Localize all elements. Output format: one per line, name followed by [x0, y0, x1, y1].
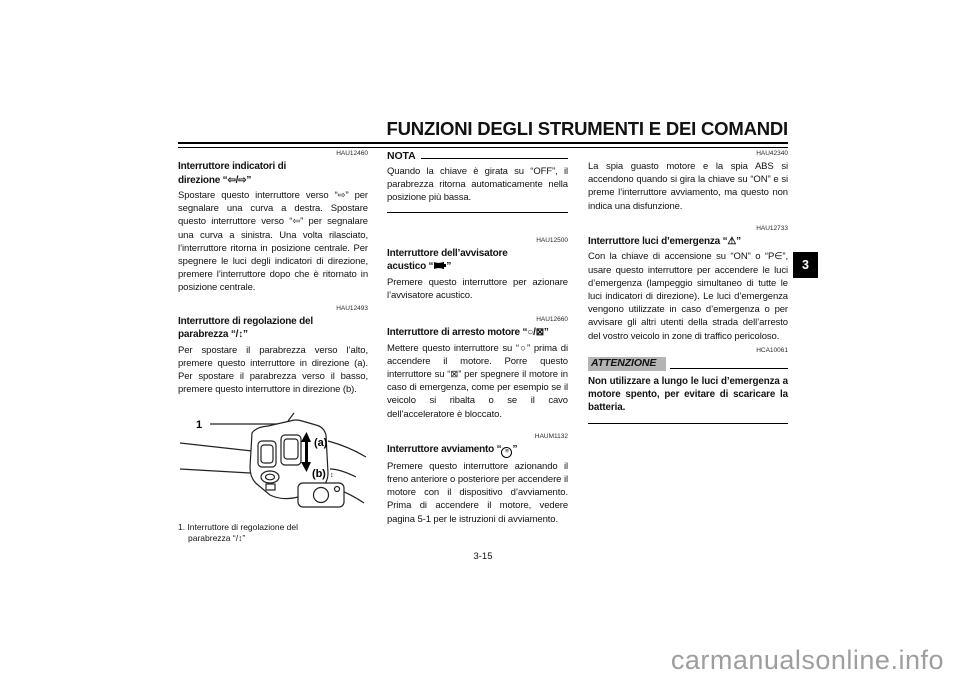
windshield-symbol-icon: ↕ — [330, 472, 334, 480]
section-heading: Interruttore dell’avvisatore acustico “ ” — [387, 247, 508, 273]
handlebar-switch-figure — [178, 411, 368, 544]
nota-block — [387, 150, 568, 213]
attention-badge: ATTENZIONE — [588, 357, 666, 371]
section-heading: Interruttore indicatori di direzione “⇦/⇨” — [178, 161, 287, 186]
section-code: HAUM1132 — [534, 432, 568, 440]
rider-hand-line — [330, 469, 356, 480]
section-code: HAU12460 — [336, 150, 368, 157]
section-code: HAU12733 — [756, 224, 788, 232]
page-number: 3-15 — [473, 551, 493, 562]
handlebar-tube — [180, 443, 252, 451]
nota-rule — [421, 158, 568, 159]
section-windshield-switch — [178, 305, 368, 397]
nota-closing-rule — [387, 212, 568, 213]
section-body: Mettere questo interruttore su “○” prima di accendere il motore. Porre questo interruttore su “⊠” per spegnere il motore in caso di emergenza, come per esempio se il veicolo si ribalta o se il cavo dell’acceleratore è bloccato. — [387, 342, 568, 420]
section-heading: Interruttore luci d’emergenza “⚠” — [588, 235, 741, 247]
page-title: FUNZIONI DEGLI STRUMENTI E DEI COMANDI — [387, 118, 788, 144]
section-heading: Interruttore di arresto motore “○/⊠” — [387, 327, 549, 339]
nota-body: Quando la chiave è girata su “OFF”, il parabrezza ritorna automaticamente nella posizione più bassa. — [387, 166, 568, 204]
chapter-tab: 3 — [793, 252, 818, 278]
figure-label-b: (b) — [312, 468, 326, 481]
handlebar-tube — [180, 469, 250, 473]
watermark: carmanualsonline.info — [670, 645, 944, 675]
section-horn-switch — [387, 237, 568, 302]
starter-symbol-icon: ≡ — [501, 447, 512, 458]
section-code: HAU12493 — [336, 304, 368, 312]
section-code: HCA10061 — [756, 346, 788, 354]
attention-rule — [670, 368, 788, 369]
nota-header — [387, 150, 568, 162]
section-hazard-switch — [588, 225, 788, 343]
section-body: Premere questo interruttore per azionare l’avvisatore acustico. — [387, 276, 568, 301]
section-body: La spia guasto motore e la spia ABS si accendono quando si gira la chiave su “ON” e si preme l’interruttore avviamento, ma questo non indica una disfunzione. — [588, 161, 788, 212]
attention-closing-rule — [588, 423, 788, 424]
section-warning-lights-note — [588, 150, 788, 213]
handlebar-switch-illustration — [178, 411, 368, 513]
rider-hand-line — [328, 441, 366, 457]
section-turn-signal-switch — [178, 150, 368, 295]
attention-header — [588, 357, 788, 371]
section-body: Per spostare il parabrezza verso l’alto, premere questo interruttore in direzione (a). Per spostare il parabrezza verso il basso, premere questo interruttore in direzione (b). — [178, 344, 368, 396]
column-middle — [387, 150, 568, 526]
section-body: Premere questo interruttore azionando il freno anteriore o posteriore per accendere il motore con il dispositivo d’avviamento. Prima di accendere il motore, vedere pagina 5-1 per le istruzioni di avviamento. — [387, 460, 568, 525]
section-heading: Interruttore di regolazione del parabrezza “/↕” — [178, 315, 313, 341]
header-double-rule — [178, 142, 788, 148]
nota-label: NOTA — [387, 150, 416, 162]
column-right — [588, 150, 788, 424]
figure-label-a: (a) — [314, 437, 328, 450]
figure-caption: 1. Interruttore di regolazione del parabrezza “/↕” — [178, 522, 299, 544]
section-code: HAU12500 — [536, 236, 568, 244]
section-body: Spostare questo interruttore verso “⇨” per segnalare una curva a destra. Spostare questo interruttore verso “⇦” per segnalare una curva a sinistra. Una volta rilasciato, l’interruttore ritorna in posizione centrale. Per spegnere le luci degli indicatori di direzione, premere l’interruttore dopo che è ritornato in posizione centrale. — [178, 190, 368, 294]
section-code: HAU42340 — [756, 150, 788, 157]
section-engine-stop-switch — [387, 316, 568, 421]
section-code: HAU12660 — [536, 316, 568, 324]
section-heading: Interruttore avviamento “ ≡ ” — [387, 443, 568, 458]
attention-block — [588, 347, 788, 425]
figure-callout-1: 1 — [196, 419, 203, 432]
attention-body: Non utilizzare a lungo le luci d’emergenza a motore spento, per evitare di scaricare la batteria. — [588, 375, 788, 414]
section-start-switch — [387, 433, 568, 526]
section-body: Con la chiave di accensione su “ON” o “P∈”, usare questo interruttore per accendere le luci d’emergenza (lampeggio simultaneo di tutte le luci indicatori di direzione). Le luci d’emergenza vengono utilizzate in caso d’emergenza o per avvisare gli altri utenti della strada dell’arresto del vostro veicolo in zone di traffico pericoloso. — [588, 251, 788, 342]
column-left — [178, 150, 368, 544]
horn-icon — [433, 261, 446, 270]
